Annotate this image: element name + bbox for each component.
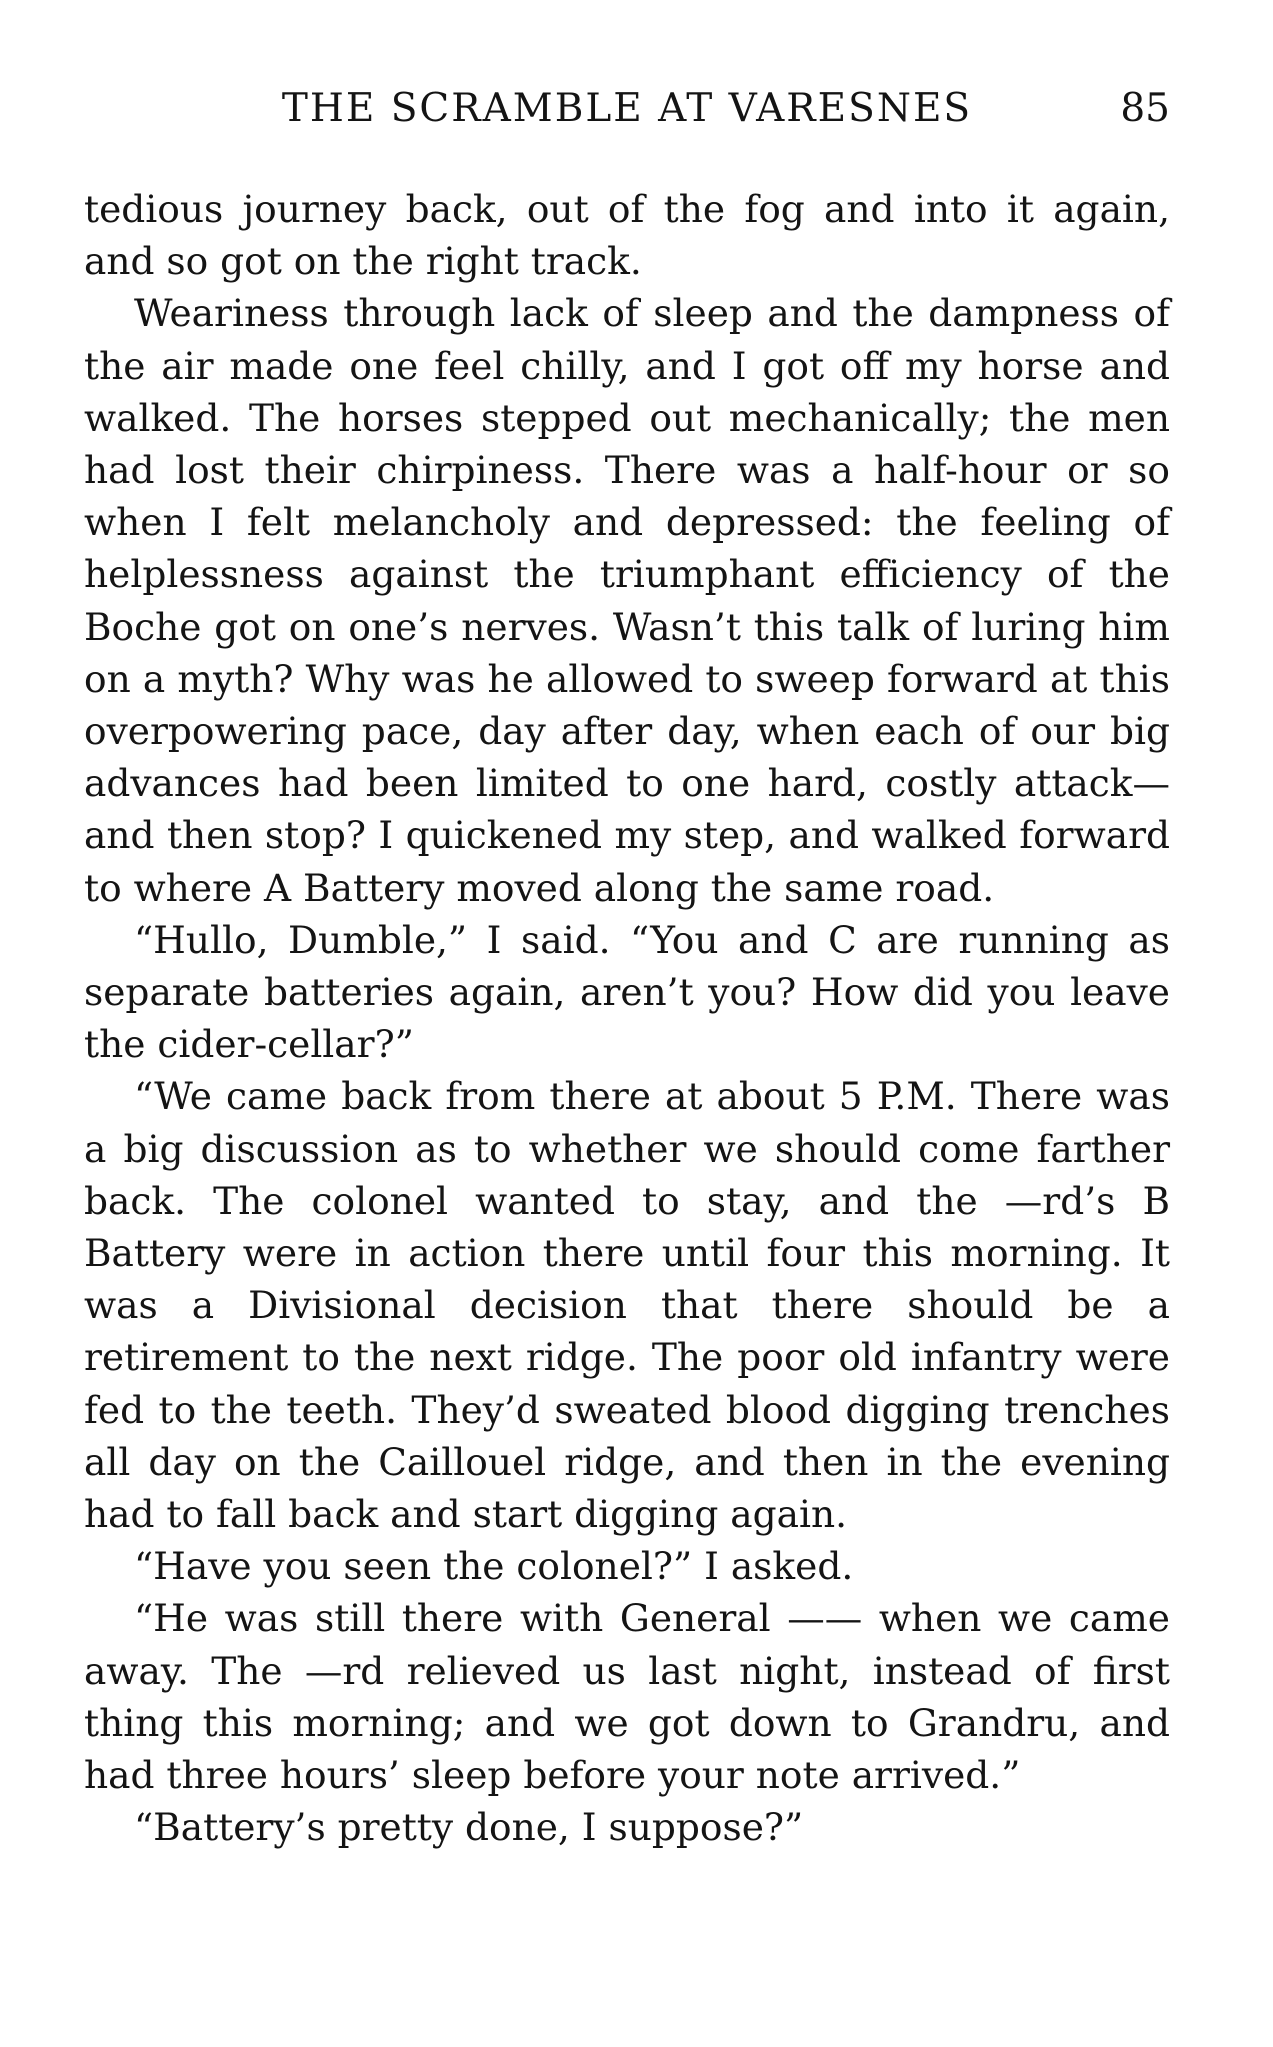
paragraph: “He was still there with General —— when we came away. The —rd relieved us last night, instead of first thing this morning; and we got down to Grandru, and had three hours’ sleep before your note arrived.” (84, 1596, 1170, 1798)
running-title: THE SCRAMBLE AT VARESNES (281, 86, 973, 131)
paragraph: tedious journey back, out of the fog and into it again, and so got on the right track. (84, 187, 1170, 284)
paragraph: “Battery’s pretty done, I suppose?” (134, 1805, 804, 1850)
page-number: 85 (1120, 86, 1170, 131)
paragraph: Weariness through lack of sleep and the dampness of the air made one feel chilly, and I got off my horse and walked. The horses stepped out mechanically; the men had lost their chirpiness. There was a half-hour or so when I felt melancholy and depressed: the feeling of helplessness against the triumphant efficiency of the Boche got on one’s nerves. Wasn’t this talk of luring him on a myth? Why was he allowed to sweep forward at this overpowering pace, day after day, when each of our big advances had been limited to one hard, costly attack—and then stop? I quickened my step, and walked forward to where A Battery moved along the same road. (84, 291, 1170, 910)
paragraph: “Hullo, Dumble,” I said. “You and C are running as separate batteries again, aren’t you? How did you leave the cider-cellar?” (84, 917, 1170, 1067)
body-text (84, 183, 1170, 1854)
paragraph: “We came back from there at about 5 P.M. There was a big discussion as to whether we should come farther back. The colonel wanted to stay, and the —rd’s B Battery were in action there until four this morning. It was a Divisional decision that there should be a retirement to the next ridge. The poor old infantry were fed to the teeth. They’d sweated blood digging trenches all day on the Caillouel ridge, and then in the evening had to fall back and start digging again. (84, 1074, 1170, 1537)
paragraph: “Have you seen the colonel?” I asked. (134, 1544, 854, 1589)
running-head (84, 84, 1170, 134)
